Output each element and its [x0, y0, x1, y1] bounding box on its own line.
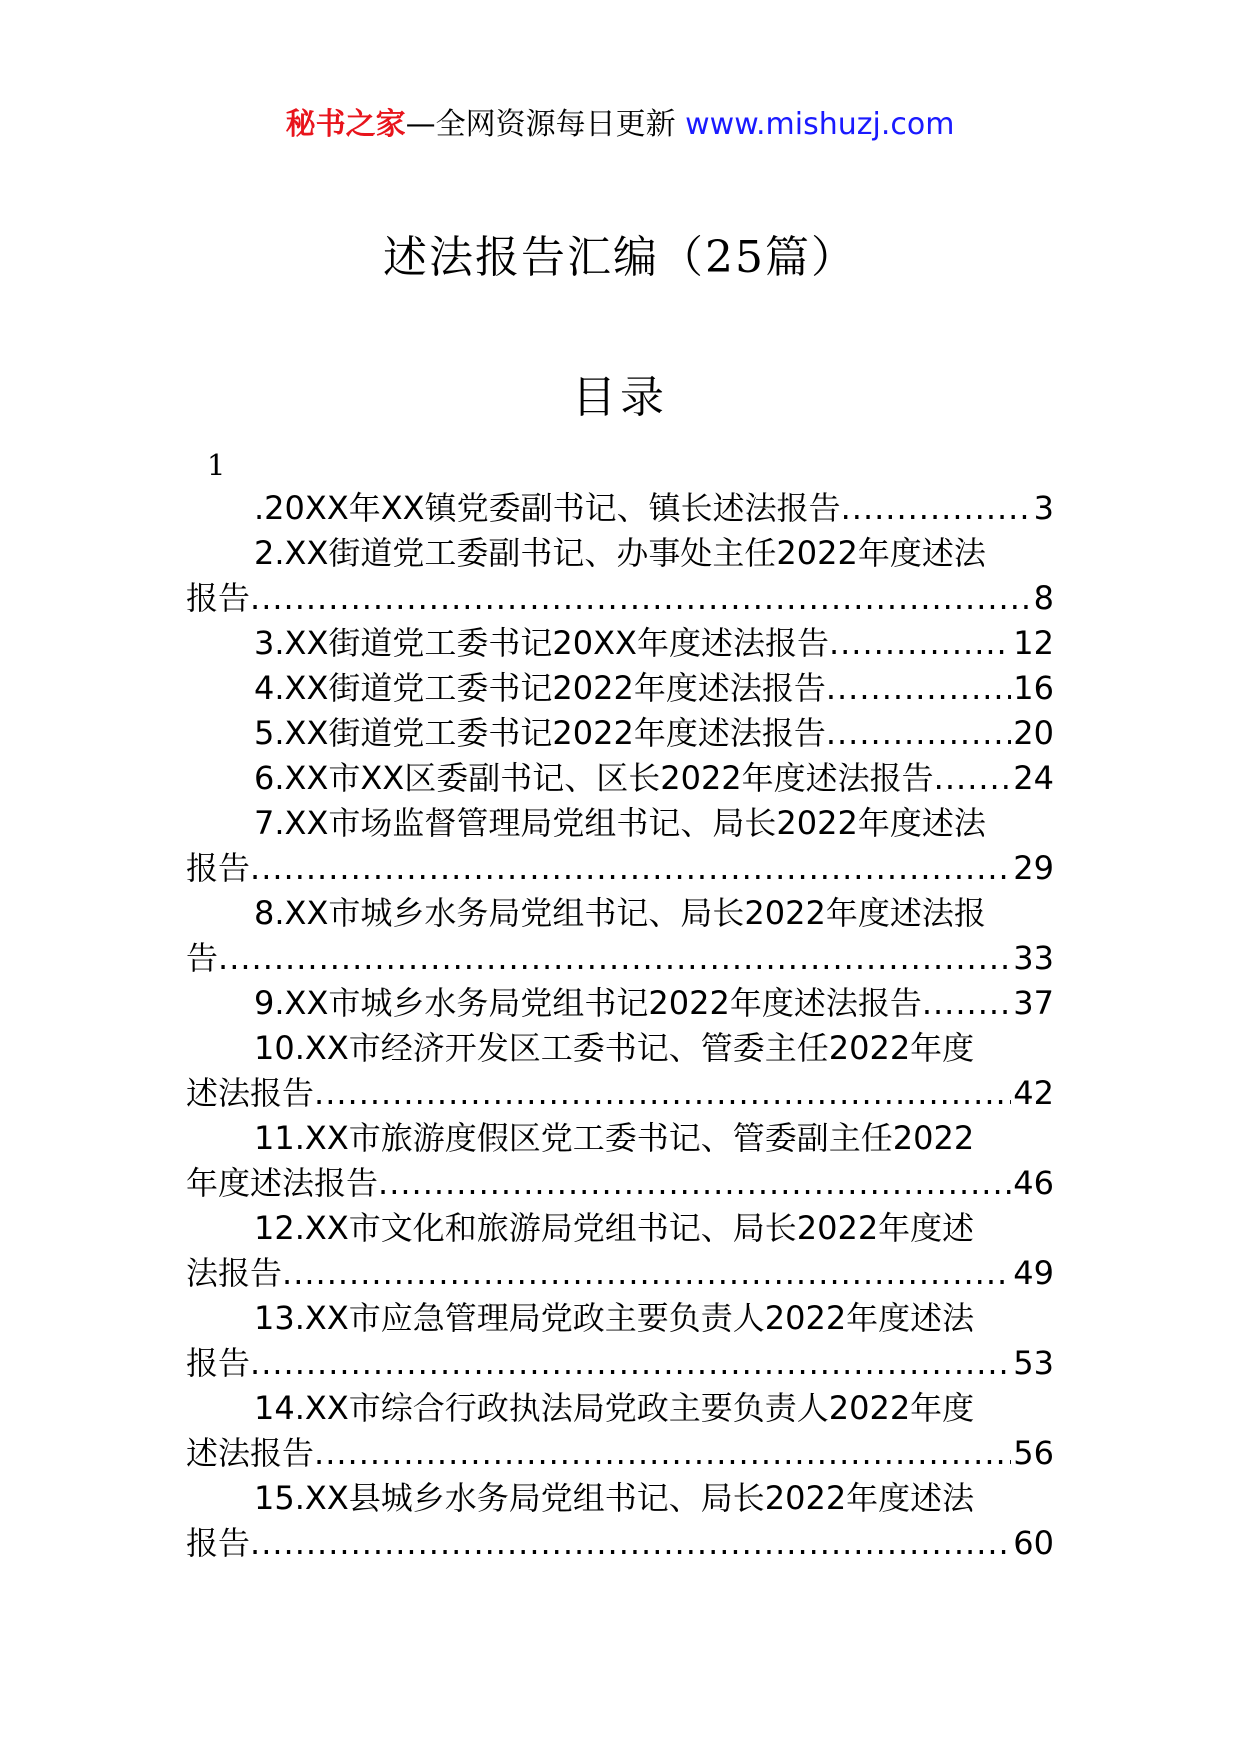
toc-entry-title: 10.XX市经济开发区工委书记、管委主任2022年度	[254, 1029, 975, 1067]
toc-page-number: 24	[1013, 759, 1054, 797]
toc-page-number: 3	[1033, 489, 1054, 527]
toc-dot-leader	[250, 1341, 1011, 1386]
toc-entry[interactable]	[186, 1026, 1054, 1116]
site-url-link[interactable]: www.mishuzj.com	[685, 107, 955, 142]
toc-entry[interactable]	[186, 756, 1054, 801]
toc-dot-leader	[378, 1161, 1011, 1206]
toc-entry-line	[186, 1296, 1054, 1341]
toc-entry-line	[186, 531, 1054, 576]
toc-entry-line	[186, 936, 1054, 981]
toc-entry-title: 5.XX街道党工委书记2022年度述法报告	[254, 714, 826, 752]
toc-page-number: 56	[1013, 1434, 1054, 1472]
toc-entry-line	[186, 981, 1054, 1026]
document-title-count: 25	[705, 232, 765, 283]
toc-entry-title: 4.XX街道党工委书记2022年度述法报告	[254, 669, 826, 707]
toc-entry-line	[186, 1206, 1054, 1251]
toc-entry-line	[186, 846, 1054, 891]
toc-entry-title: 年度述法报告	[186, 1164, 379, 1202]
toc-entry-title: 8.XX市城乡水务局党组书记、局长2022年度述法报	[254, 894, 986, 932]
toc-entry-line	[186, 486, 1054, 531]
toc-dot-leader	[282, 1251, 1011, 1296]
toc-entry-line	[186, 1386, 1054, 1431]
toc-entry-line	[186, 711, 1054, 756]
toc-entry-line	[186, 576, 1054, 621]
toc-entry[interactable]	[186, 666, 1054, 711]
toc-page-number: 29	[1013, 849, 1054, 887]
site-brand: 秘书之家	[285, 107, 406, 142]
toc-entry-line	[186, 1161, 1054, 1206]
toc-entry-title: 报告	[186, 579, 251, 617]
toc-entry[interactable]	[186, 711, 1054, 756]
toc-page-number: 12	[1013, 624, 1054, 662]
toc-dot-leader	[314, 1431, 1011, 1476]
toc-entry-title: 12.XX市文化和旅游局党组书记、局长2022年度述	[254, 1209, 975, 1247]
toc-entry-title: 15.XX县城乡水务局党组书记、局长2022年度述法	[254, 1479, 975, 1517]
toc-page-number: 20	[1013, 714, 1054, 752]
toc-entry-title: 14.XX市综合行政执法局党政主要负责人2022年度	[254, 1389, 975, 1427]
toc-entry-line	[186, 621, 1054, 666]
toc-heading: 目录	[572, 372, 668, 423]
toc-dot-leader	[250, 576, 1032, 621]
toc-dot-leader	[218, 936, 1011, 981]
document-title-main: 述法报告汇编（	[383, 232, 705, 283]
toc-entry-title: 6.XX市XX区委副书记、区长2022年度述法报告	[254, 759, 934, 797]
toc-entry-title: 报告	[186, 849, 251, 887]
toc-entry[interactable]	[186, 1386, 1054, 1476]
toc-page-number: 42	[1013, 1074, 1054, 1112]
toc-dot-leader	[841, 486, 1032, 531]
toc-dot-leader	[829, 621, 1011, 666]
table-of-contents	[186, 486, 1054, 1566]
toc-dot-leader	[250, 846, 1011, 891]
toc-entry-title: 报告	[186, 1344, 251, 1382]
toc-entry-title: 告	[186, 939, 219, 977]
toc-entry-title: 法报告	[186, 1254, 283, 1292]
stray-entry-number: 1	[207, 448, 226, 482]
toc-entry-title: 报告	[186, 1524, 251, 1562]
toc-entry-line	[186, 1431, 1054, 1476]
toc-entry-line	[186, 1476, 1054, 1521]
toc-page-number: 33	[1013, 939, 1054, 977]
toc-page-number: 16	[1013, 669, 1054, 707]
toc-entry-title: 7.XX市场监督管理局党组书记、局长2022年度述法	[254, 804, 986, 842]
toc-entry-line	[186, 1341, 1054, 1386]
toc-entry-line	[186, 1026, 1054, 1071]
toc-dot-leader	[922, 981, 1011, 1026]
toc-dot-leader	[250, 1521, 1011, 1566]
toc-entry-line	[186, 801, 1054, 846]
toc-page-number: 37	[1013, 984, 1054, 1022]
toc-page-number: 8	[1033, 579, 1054, 617]
toc-entry-line	[186, 1071, 1054, 1116]
toc-entry[interactable]	[186, 1296, 1054, 1386]
toc-entry-title: 述法报告	[186, 1434, 315, 1472]
site-tagline: —全网资源每日更新	[405, 107, 676, 142]
document-title-suffix: 篇）	[765, 232, 857, 283]
toc-entry[interactable]	[186, 1116, 1054, 1206]
toc-entry-title: .20XX年XX镇党委副书记、镇长述法报告	[254, 489, 841, 527]
toc-entry-title: 9.XX市城乡水务局党组书记2022年度述法报告	[254, 984, 922, 1022]
toc-dot-leader	[826, 711, 1011, 756]
toc-page-number: 60	[1013, 1524, 1054, 1562]
toc-entry-line	[186, 891, 1054, 936]
site-header	[0, 100, 1240, 150]
toc-dot-leader	[826, 666, 1011, 711]
toc-entry-title: 13.XX市应急管理局党政主要负责人2022年度述法	[254, 1299, 975, 1337]
toc-entry[interactable]	[186, 621, 1054, 666]
toc-entry-line	[186, 666, 1054, 711]
toc-entry-line	[186, 1521, 1054, 1566]
toc-entry-line	[186, 1251, 1054, 1296]
toc-page-number: 53	[1013, 1344, 1054, 1382]
toc-entry[interactable]	[186, 981, 1054, 1026]
toc-entry[interactable]	[186, 801, 1054, 891]
toc-dot-leader	[934, 756, 1012, 801]
toc-entry-title: 述法报告	[186, 1074, 315, 1112]
toc-entry-title: 3.XX街道党工委书记20XX年度述法报告	[254, 624, 829, 662]
toc-dot-leader	[314, 1071, 1011, 1116]
toc-entry[interactable]	[186, 891, 1054, 981]
toc-entry-title: 11.XX市旅游度假区党工委书记、管委副主任2022	[254, 1119, 975, 1157]
toc-entry[interactable]	[186, 1206, 1054, 1296]
toc-entry[interactable]	[186, 486, 1054, 531]
toc-entry-line	[186, 756, 1054, 801]
document-title	[0, 228, 1240, 288]
toc-page-number: 49	[1013, 1254, 1054, 1292]
toc-entry-title: 2.XX街道党工委副书记、办事处主任2022年度述法	[254, 534, 986, 572]
toc-page-number: 46	[1013, 1164, 1054, 1202]
toc-entry[interactable]	[186, 531, 1054, 621]
toc-entry-line	[186, 1116, 1054, 1161]
toc-entry[interactable]	[186, 1476, 1054, 1566]
